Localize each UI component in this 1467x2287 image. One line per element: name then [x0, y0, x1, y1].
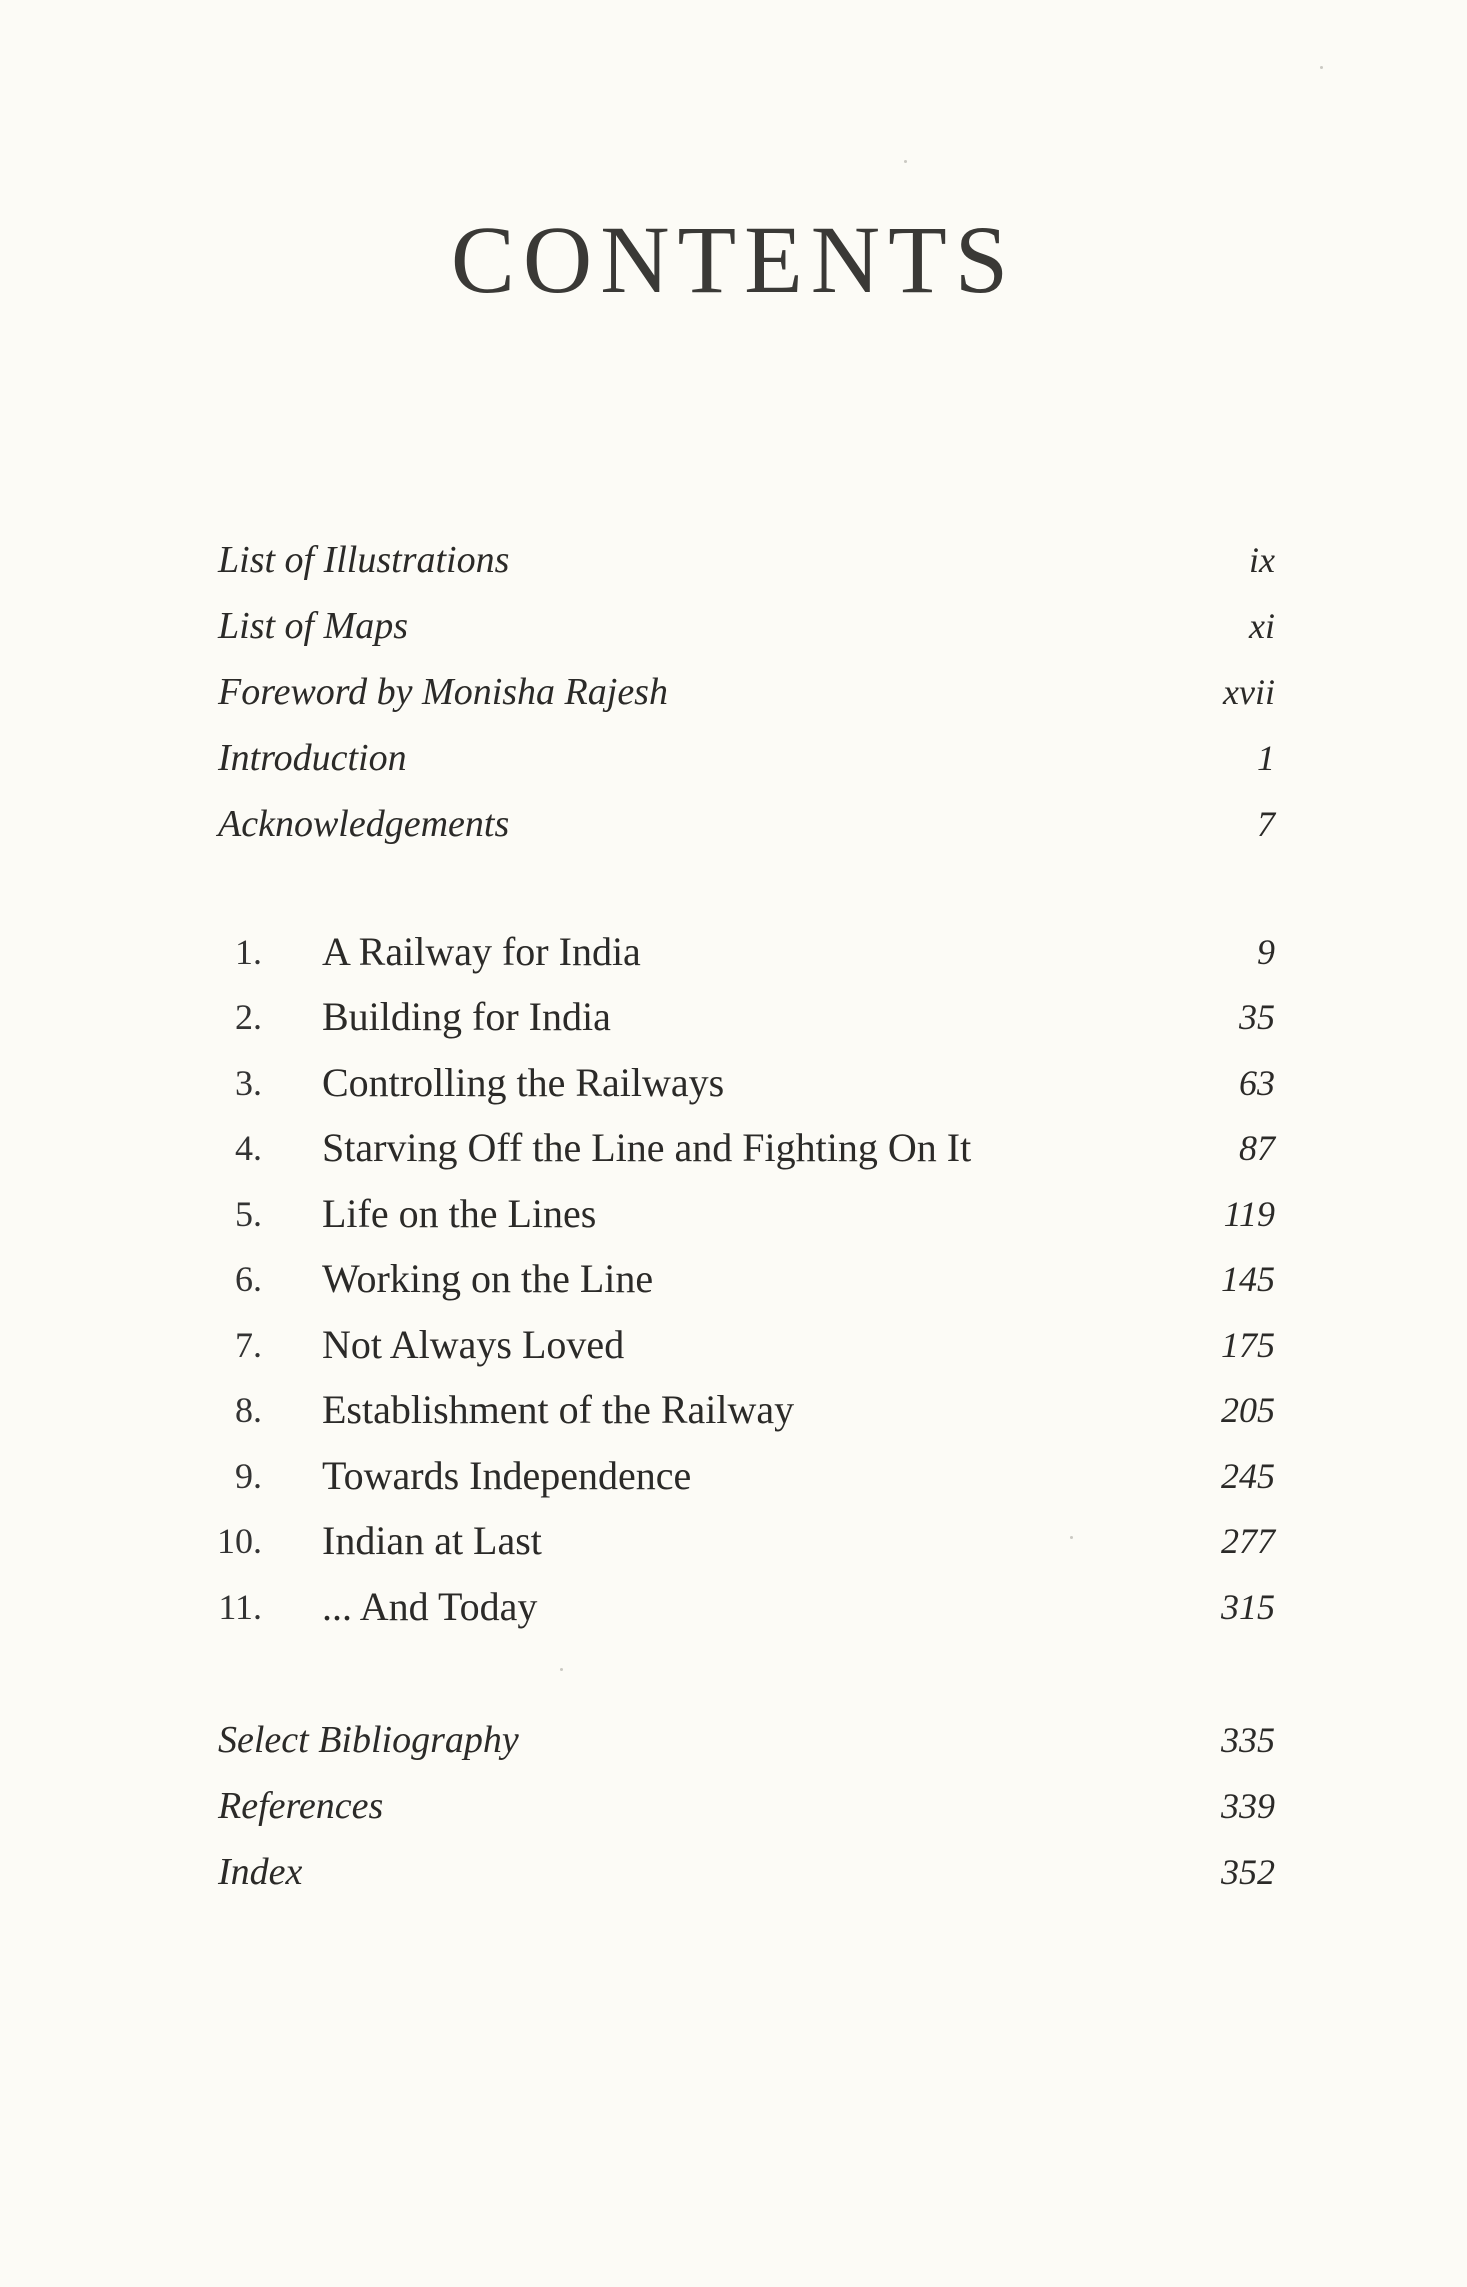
toc-entry-title: Foreword by Monisha Rajesh: [218, 671, 668, 713]
toc-entry: [0, 1842, 1467, 1902]
toc-entry-title: List of Maps: [218, 605, 409, 647]
chapter-title: Indian at Last: [322, 1518, 542, 1563]
chapter-title: Not Always Loved: [322, 1322, 625, 1367]
toc-entry-page: 7: [1257, 804, 1275, 844]
chapter-number: 3.: [235, 1063, 262, 1103]
toc-entry: [0, 1710, 1467, 1770]
chapter-number: 4.: [235, 1128, 262, 1168]
chapter-entry: [0, 1184, 1467, 1244]
chapter-title: ... And Today: [322, 1584, 538, 1629]
scan-speck: [904, 160, 907, 163]
chapter-number: 2.: [235, 997, 262, 1037]
chapter-entry: [0, 1577, 1467, 1637]
chapter-entry: [0, 987, 1467, 1047]
chapter-page: 315: [1221, 1587, 1275, 1627]
chapter-title: Controlling the Railways: [322, 1060, 725, 1105]
chapter-title: A Railway for India: [322, 929, 641, 974]
toc-entry-title: Select Bibliography: [218, 1719, 519, 1761]
toc-entry: [0, 794, 1467, 854]
scan-speck: [1320, 66, 1323, 69]
toc-entry: [0, 596, 1467, 656]
chapter-title: Starving Off the Line and Fighting On It: [322, 1125, 972, 1170]
toc-entry-page: 335: [1221, 1720, 1275, 1760]
toc-entry-page: 1: [1257, 738, 1275, 778]
toc-entry-page: ix: [1249, 540, 1275, 580]
chapter-title: Towards Independence: [322, 1453, 692, 1498]
chapter-entry: [0, 1053, 1467, 1113]
chapter-page: 87: [1239, 1128, 1275, 1168]
chapter-title: Establishment of the Railway: [322, 1387, 795, 1432]
chapter-page: 245: [1221, 1456, 1275, 1496]
chapter-number: 7.: [235, 1325, 262, 1365]
chapter-entry: [0, 922, 1467, 982]
toc-entry-title: Acknowledgements: [218, 803, 510, 845]
chapter-entry: [0, 1249, 1467, 1309]
page-title: CONTENTS: [450, 206, 1017, 313]
chapter-page: 63: [1239, 1063, 1275, 1103]
toc-entry-page: 352: [1221, 1852, 1275, 1892]
chapter-number: 6.: [235, 1259, 262, 1299]
chapter-number: 8.: [235, 1390, 262, 1430]
chapter-number: 1.: [235, 932, 262, 972]
chapter-page: 175: [1221, 1325, 1275, 1365]
toc-entry-page: 339: [1221, 1786, 1275, 1826]
chapter-entry: [0, 1511, 1467, 1571]
scan-speck: [1070, 1536, 1073, 1539]
scan-speck: [560, 1668, 563, 1671]
chapter-title: Working on the Line: [322, 1256, 654, 1301]
toc-entry-page: xvii: [1223, 672, 1275, 712]
toc-entry: [0, 728, 1467, 788]
toc-entry-title: References: [218, 1785, 384, 1827]
toc-entry-title: Index: [218, 1851, 303, 1893]
chapter-page: 277: [1221, 1521, 1275, 1561]
toc-entry: [0, 662, 1467, 722]
chapter-page: 35: [1239, 997, 1275, 1037]
chapter-page: 119: [1223, 1194, 1275, 1234]
chapter-page: 205: [1221, 1390, 1275, 1430]
chapter-page: 9: [1257, 932, 1275, 972]
chapter-number: 11.: [218, 1587, 262, 1627]
toc-entry: [0, 1776, 1467, 1836]
chapter-number: 9.: [235, 1456, 262, 1496]
toc-entry-page: xi: [1249, 606, 1275, 646]
chapter-entry: [0, 1118, 1467, 1178]
toc-entry-title: List of Illustrations: [218, 539, 510, 581]
chapter-number: 5.: [235, 1194, 262, 1234]
chapter-title: Building for India: [322, 994, 611, 1039]
chapter-number: 10.: [217, 1521, 262, 1561]
toc-entry: [0, 530, 1467, 590]
chapter-entry: [0, 1380, 1467, 1440]
chapter-title: Life on the Lines: [322, 1191, 597, 1236]
toc-entry-title: Introduction: [218, 737, 407, 779]
chapter-page: 145: [1221, 1259, 1275, 1299]
chapter-entry: [0, 1315, 1467, 1375]
chapter-entry: [0, 1446, 1467, 1506]
